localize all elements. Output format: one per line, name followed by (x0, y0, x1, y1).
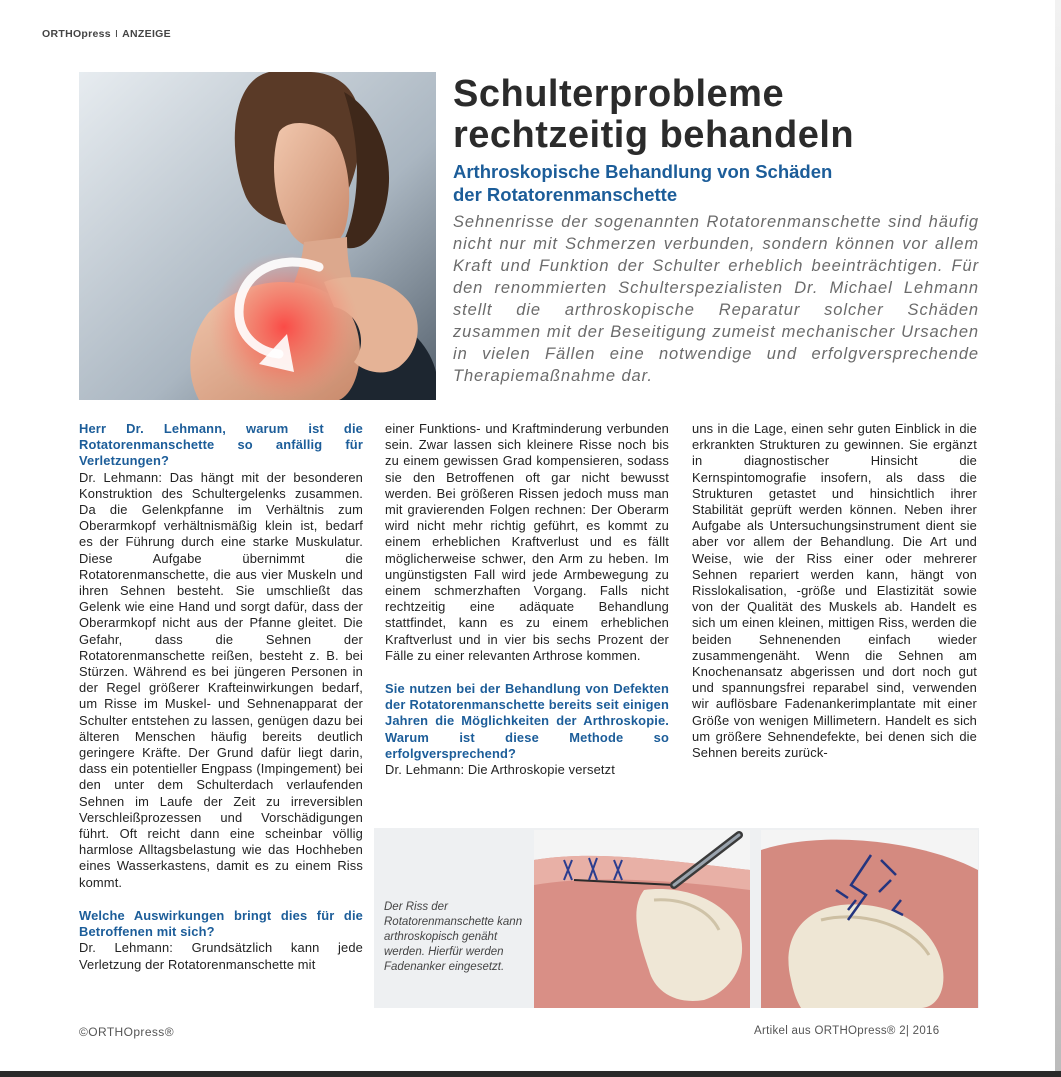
interview-answer: Dr. Lehmann: Das hängt mit der besonderen Konstruktion des Schultergelenks zusammen. Da die Gelenkpfanne im Verhältnis zum Oberarmkopf verhältnismäßig klein ist, bedarf es der Führung durch eine starke Muskulatur. Diese Aufgabe übernimmt die Rotatorenmanschette, die aus vier Muskeln und ihren Sehnen besteht. Sie umschließt das Gelenk wie eine Hand und sorgt dafür, dass der Oberarmkopf nicht aus der Pfanne gleitet. Die Gefahr, dass die Sehnen der Rotatorenmanschette reißen, besteht z. B. bei Stürzen. Während es bei jüngeren Personen in der Regel größerer Krafteinwirkungen bedarf, um Risse im Muskel- und Sehnenapparat der Schulter entstehen zu lassen, genügen dazu bei älteren Menschen häufig bereits deutlich geringere Kräfte. Der Grund dafür liegt darin, dass ein potentieller Engpass (Impingement) bei den unter dem Schulterdach verlaufenden Sehnen im Laufe der Zeit zu irreversiblen Verschleißprozessen und Vorschädigungen führt. Oft reicht dann eine scheinbar völlig harmlose Alltagsbelastung wie das Hochheben eines Wasserkastens, damit es zu einem Riss kommt. (79, 469, 363, 890)
interview-answer: Dr. Lehmann: Grundsätzlich kann jede Verletzung der Rotatorenmanschette mit (79, 940, 363, 972)
suture-anchor-illustration (761, 830, 978, 1008)
article-subtitle-line1: Arthroskopische Behandlung von Schäden (453, 161, 833, 182)
arthroscopic-suture-illustration (534, 830, 750, 1008)
shoulder-pain-illustration (79, 72, 436, 400)
interview-question: Sie nutzen bei der Behandlung von Defekten der Rotatorenmanschette bereits seit einigen Jahren die Möglichkeiten der Arthroskopie. Warum ist diese Methode so erfolgversprechend? (385, 681, 669, 761)
header-separator: I (114, 28, 119, 40)
interview-question: Herr Dr. Lehmann, warum ist die Rotatorenmanschette so anfällig für Verletzungen? (79, 421, 363, 469)
page-edge-shadow (1055, 0, 1061, 1077)
bone-anchor-illustration (761, 830, 978, 1008)
interview-question: Welche Auswirkungen bringt dies für die Betroffenen mit sich? (79, 907, 363, 940)
header-tag (42, 28, 171, 40)
suture-tendon-illustration (534, 830, 750, 1008)
interview-answer: Dr. Lehmann: Die Arthroskopie versetzt (385, 762, 615, 778)
text-column-2 (385, 421, 669, 778)
article-lead: Sehnenrisse der sogenannten Rotatorenmanschette sind häufig nicht nur mit Schmerzen verbunden, sondern können vor allem Kraft und Funktion der Schulter erheblich beeinträchtigen. Für den renommierten Schulterspezialisten Dr. Michael Lehmann stellt die arthroskopische Reparatur solcher Schäden zusammen mit der Beseitigung zumeist mechanischer Ursachen in vielen Fällen eine notwendige und erfolgversprechende Therapiemaßnahme dar. (453, 213, 979, 385)
header-brand: ORTHOpress (42, 28, 111, 40)
figure-caption: Der Riss der Rotatorenmanschette kann arthroskopisch genäht werden. Hierfür werden Fadenanker eingesetzt. (384, 901, 523, 973)
article-subtitle-line2: der Rotatorenmanschette (453, 184, 678, 205)
text-column-1 (79, 421, 363, 973)
article-title (453, 74, 1013, 156)
article-title-line2: rechtzeitig behandeln (453, 114, 855, 156)
bottom-edge-bar (0, 1071, 1061, 1077)
hero-shoulder-photo (79, 72, 436, 400)
text-column-3 (692, 421, 977, 761)
interview-answer: einer Funktions- und Kraftminderung verbunden sein. Zwar lassen sich kleinere Risse noch bis zu einem gewissen Grad kompensieren, sodass sie den Betroffenen oft gar nicht bewusst werden. Bei größeren Rissen jedoch muss man mit gravierenden Folgen rechnen: Der Oberarm wird nicht mehr richtig geführt, es kommt zu einem erheblichen Kraftverlust und es fällt möglicherweise schwer, den Arm zu heben. Im ungünstigsten Fall wird jede Armbewegung zu einem schmerzhaften Vorgang. Falls nicht rechtzeitig eine adäquate Behandlung stattfindet, kann es zu einem erheblichen Kraftverlust und in vier bis sechs Prozent der Fälle zu einer relevanten Arthrose kommen. (385, 421, 669, 663)
article-title-line1: Schulterprobleme (453, 73, 785, 115)
header-ad-label: ANZEIGE (122, 28, 171, 40)
footer-issue: Artikel aus ORTHOpress® 2| 2016 (754, 1025, 940, 1037)
footer-copyright: ©ORTHOpress® (79, 1025, 174, 1039)
interview-answer: uns in die Lage, einen sehr guten Einblick in die erkrankten Strukturen zu gewinnen. Sie ergänzt in diagnostischer Hinsicht die Kernspintomografie insofern, als dass die Strukturen getastet und hinsichtlich ihrer Stabilität geprüft werden können. Neben ihrer Aufgabe als Untersuchungsinstrument dient sie aber vor allem der Behandlung. Die Art und Weise, wie der Riss einer oder mehrerer Sehnen repariert werden kann, hängt von Risslokalisation, -größe und Elastizität sowie von der Qualität des Muskels ab. Handelt es sich um einen kleinen, mittigen Riss, werden die beiden Sehnenenden einfach wieder zusammengenäht. Wenn die Sehnen am Knochenansatz abgerissen und dort noch gut und spannungsfrei reparabel sind, verwenden wir auflösbare Fadenankerimplantate mit einer Größe von wenigen Millimetern. Handelt es sich um größere Sehnendefekte, bei denen sich die Sehnen bereits zurück- (692, 421, 977, 761)
article-subtitle (453, 160, 973, 206)
